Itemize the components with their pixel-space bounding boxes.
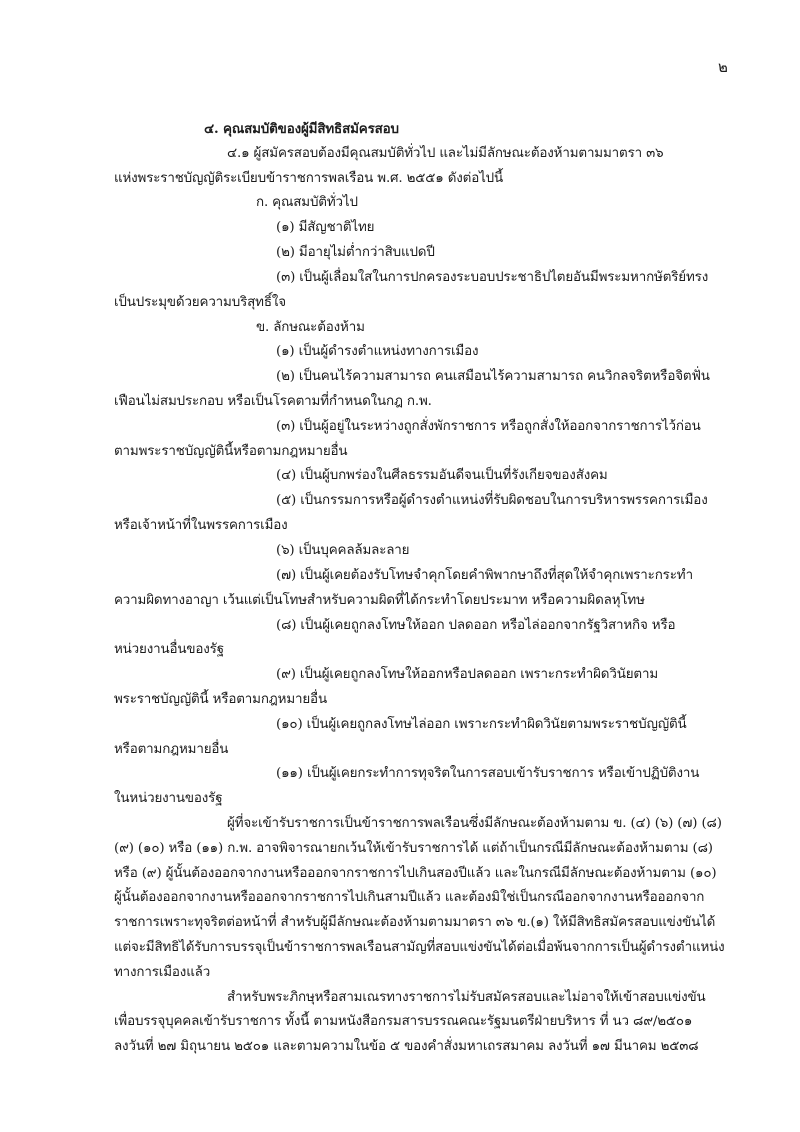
text-line: ก. คุณสมบัติทั่วไป [256, 195, 358, 210]
text-line: หน่วยงานอื่นของรัฐ [114, 642, 224, 657]
text-line: เพื่อบรรจุบุคคลเข้ารับราชการ ทั้งนี้ ตามหนังสือกรมสารบรรณคณะรัฐมนตรีฝ่ายบริหาร ที่ นว ๘๙/๒๕๐๑ [114, 1014, 693, 1029]
text-line: (๗) เป็นผู้เคยต้องรับโทษจำคุกโดยคำพิพากษาถึงที่สุดให้จำคุกเพราะกระทำ [276, 568, 693, 583]
text-line: (๑๐) เป็นผู้เคยถูกลงโทษไล่ออก เพราะกระทำผิดวินัยตามพระราชบัญญัตินี้ [276, 717, 687, 732]
text-line: ความผิดทางอาญา เว้นแต่เป็นโทษสำหรับความผิดที่ได้กระทำโดยประมาท หรือความผิดลหุโทษ [114, 593, 645, 608]
text-line: แห่งพระราชบัญญัติระเบียบข้าราชการพลเรือน พ.ศ. ๒๕๕๑ ดังต่อไปนี้ [114, 171, 504, 186]
text-line: หรือ (๙) ผู้นั้นต้องออกจากงานหรือออกจากราชการไปเกินสองปีแล้ว และในกรณีมีลักษณะต้องห้ามตาม (๑๐) [114, 866, 717, 881]
text-line: (๒) มีอายุไม่ต่ำกว่าสิบแปดปี [276, 245, 435, 260]
text-line: (๓) เป็นผู้เลื่อมใสในการปกครองระบอบประชาธิปไตยอันมีพระมหากษัตริย์ทรง [276, 270, 709, 285]
text-line: (๒) เป็นคนไร้ความสามารถ คนเสมือนไร้ความสามารถ คนวิกลจริตหรือจิตฟั่น [276, 369, 710, 384]
text-line: หรือตามกฎหมายอื่น [114, 742, 229, 757]
text-line: ราชการเพราะทุจริตต่อหน้าที่ สำหรับผู้มีลักษณะต้องห้ามตามมาตรา ๓๖ ข.(๑) ให้มีสิทธิสมัครสอบแข่งขันได้ [114, 915, 716, 930]
text-line: (๓) เป็นผู้อยู่ในระหว่างถูกสั่งพักราชการ หรือถูกสั่งให้ออกจากราชการไว้ก่อน [276, 419, 701, 434]
text-line: หรือเจ้าหน้าที่ในพรรคการเมือง [114, 518, 288, 533]
text-line: (๕) เป็นกรรมการหรือผู้ดำรงตำแหน่งที่รับผิดชอบในการบริหารพรรคการเมือง [276, 493, 708, 508]
text-line: ลงวันที่ ๒๗ มิถุนายน ๒๕๐๑ และตามความในข้อ ๕ ของคำสั่งมหาเถรสมาคม ลงวันที่ ๑๗ มีนาคม ๒๕๓๘ [114, 1039, 699, 1054]
text-line: สำหรับพระภิกษุหรือสามเณรทางราชการไม่รับสมัครสอบและไม่อาจให้เข้าสอบแข่งขัน [227, 990, 706, 1005]
text-line: ๔.๑ ผู้สมัครสอบต้องมีคุณสมบัติทั่วไป และไม่มีลักษณะต้องห้ามตามมาตรา ๓๖ [227, 146, 664, 161]
text-line: แต่จะมีสิทธิได้รับการบรรจุเป็นข้าราชการพลเรือนสามัญที่สอบแข่งขันได้ต่อเมื่อพ้นจากการเป็นผู้ดำรงตำแหน่ง [114, 940, 725, 955]
text-line: ทางการเมืองแล้ว [114, 965, 211, 980]
text-line: พระราชบัญญัตินี้ หรือตามกฎหมายอื่น [114, 692, 327, 707]
text-line: เป็นประมุขด้วยความบริสุทธิ์ใจ [114, 295, 286, 310]
text-line: (๙) เป็นผู้เคยถูกลงโทษให้ออกหรือปลดออก เพราะกระทำผิดวินัยตาม [276, 667, 658, 682]
text-line: ผู้นั้นต้องออกจากงานหรือออกจากราชการไปเกินสามปีแล้ว และต้องมิใช่เป็นกรณีออกจากงานหรือออกจาก [114, 890, 705, 905]
text-line: ในหน่วยงานของรัฐ [114, 791, 223, 806]
text-line: เฟือนไม่สมประกอบ หรือเป็นโรคตามที่กำหนดในกฎ ก.พ. [114, 394, 432, 409]
text-line: ข. ลักษณะต้องห้าม [256, 320, 365, 335]
text-line: (๑) เป็นผู้ดำรงตำแหน่งทางการเมือง [276, 344, 479, 359]
text-line: (๑) มีสัญชาติไทย [276, 220, 375, 235]
text-line: ตามพระราชบัญญัตินี้หรือตามกฎหมายอื่น [114, 444, 348, 459]
page-number: ๒ [718, 58, 728, 76]
text-line: (๖) เป็นบุคคลล้มละลาย [276, 543, 410, 558]
text-line: (๔) เป็นผู้บกพร่องในศีลธรรมอันดีจนเป็นที่รังเกียจของสังคม [276, 468, 608, 483]
text-line: (๑๑) เป็นผู้เคยกระทำการทุจริตในการสอบเข้ารับราชการ หรือเข้าปฏิบัติงาน [276, 766, 700, 781]
text-line: ผู้ที่จะเข้ารับราชการเป็นข้าราชการพลเรือนซึ่งมีลักษณะต้องห้ามตาม ข. (๔) (๖) (๗) (๘) [227, 816, 722, 831]
text-line: (๘) เป็นผู้เคยถูกลงโทษให้ออก ปลดออก หรือไล่ออกจากรัฐวิสาหกิจ หรือ [276, 618, 676, 633]
section-heading: ๔. คุณสมบัติของผู้มีสิทธิสมัครสอบ [204, 121, 399, 137]
text-line: (๙) (๑๐) หรือ (๑๑) ก.พ. อาจพิจารณายกเว้นให้เข้ารับราชการได้ แต่ถ้าเป็นกรณีมีลักษณะต้องห้ามตาม (๘) [114, 841, 713, 856]
